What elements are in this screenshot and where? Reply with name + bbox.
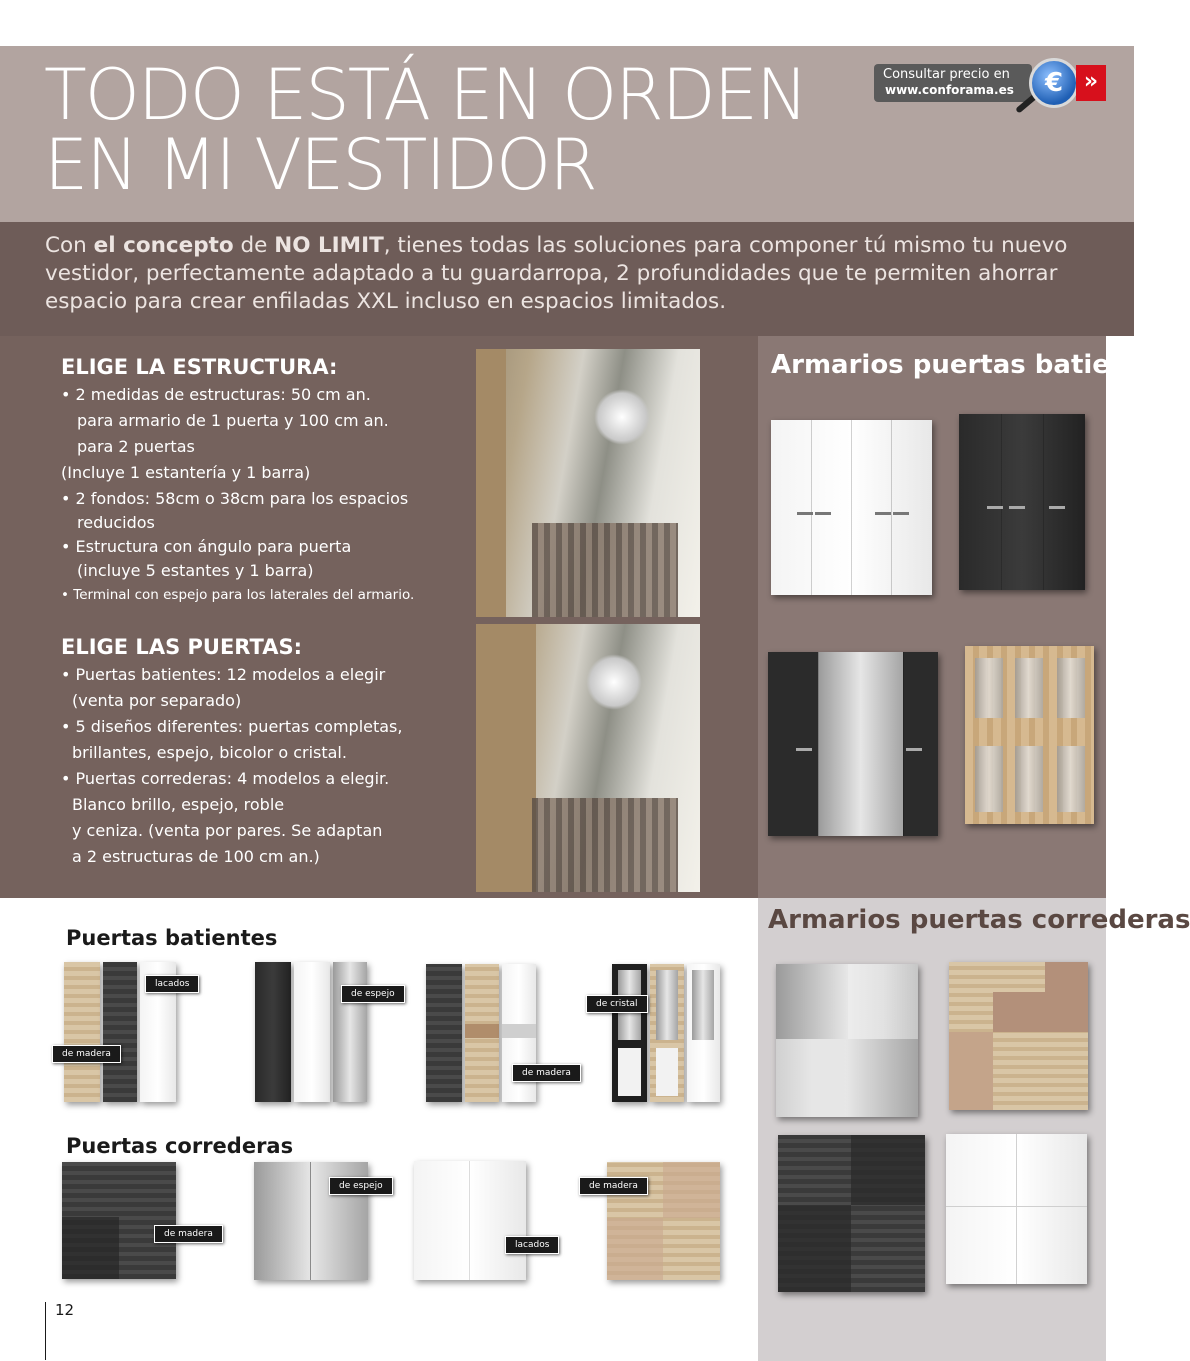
spec-line: • 5 diseños diferentes: puertas completas,: [61, 717, 403, 736]
door-swatch-glass-wood[interactable]: [650, 964, 684, 1102]
sliding-door-dark-wood[interactable]: [62, 1162, 176, 1279]
spec-line: • Puertas batientes: 12 modelos a elegir: [61, 665, 386, 684]
double-chevron-right-icon[interactable]: »: [1076, 65, 1106, 101]
right-title-correderas: Armarios puertas correderas: [768, 905, 1190, 935]
spec-line: • Estructura con ángulo para puerta: [61, 537, 352, 556]
sliding-wardrobe-white[interactable]: [946, 1134, 1087, 1284]
structure-heading: ELIGE LA ESTRUCTURA:: [61, 355, 338, 379]
door-swatch-mirror[interactable]: [333, 962, 367, 1102]
door-swatch-black[interactable]: [255, 962, 291, 1102]
spec-line: brillantes, espejo, bicolor o cristal.: [72, 743, 347, 762]
spec-line: (incluye 5 estantes y 1 barra): [77, 561, 314, 580]
wardrobe-black-mirror[interactable]: [768, 652, 938, 836]
spec-line: • Puertas correderas: 4 modelos a elegir.: [61, 769, 390, 788]
sliding-door-white[interactable]: [414, 1161, 526, 1280]
badge-url[interactable]: www.conforama.es: [885, 83, 1014, 97]
tag-de-madera: de madera: [579, 1177, 648, 1195]
spec-line: (venta por separado): [72, 691, 242, 710]
tag-de-espejo: de espejo: [329, 1177, 393, 1195]
wardrobe-black[interactable]: [959, 414, 1085, 590]
sliding-wardrobe-oak[interactable]: [949, 962, 1088, 1110]
correderas-heading: Puertas correderas: [66, 1134, 294, 1158]
door-swatch-dark-wood[interactable]: [426, 964, 462, 1102]
spec-line: a 2 estructuras de 100 cm an.): [72, 847, 320, 866]
tag-lacados: lacados: [505, 1236, 559, 1254]
title-line-2: EN MI VESTIDOR: [44, 124, 596, 206]
walk-in-closet-photo: [476, 349, 700, 617]
spec-line: para 2 puertas: [77, 437, 195, 456]
right-title-batientes: Armarios puertas batientes: [771, 350, 1174, 380]
page-rule: [45, 1302, 46, 1360]
wardrobe-white[interactable]: [771, 420, 932, 595]
structure-list: [61, 382, 461, 608]
tag-de-madera: de madera: [154, 1225, 223, 1243]
page-number: 12: [55, 1301, 75, 1319]
tag-lacados: lacados: [145, 975, 199, 993]
door-swatch-white[interactable]: [294, 962, 330, 1102]
door-swatch-wood-bicolor[interactable]: [465, 964, 499, 1102]
tag-de-madera: de madera: [52, 1045, 121, 1063]
spec-line: • 2 medidas de estructuras: 50 cm an.: [61, 385, 371, 404]
sliding-wardrobe-mirror[interactable]: [776, 964, 918, 1117]
spec-line: para armario de 1 puerta y 100 cm an.: [77, 411, 389, 430]
tag-de-espejo: de espejo: [341, 985, 405, 1003]
tag-de-madera: de madera: [512, 1064, 581, 1082]
spec-line: y ceniza. (venta por pares. Se adaptan: [72, 821, 383, 840]
door-swatch-glass-black[interactable]: [612, 964, 647, 1102]
price-badge[interactable]: [874, 64, 1106, 102]
door-swatch-dark-wood[interactable]: [103, 962, 137, 1102]
door-swatch-glass-white[interactable]: [687, 964, 720, 1102]
closet-doors-photo: [476, 624, 700, 892]
spec-line: • 2 fondos: 58cm o 38cm para los espacios: [61, 489, 409, 508]
spec-line: • Terminal con espejo para los laterales del armario.: [61, 587, 415, 603]
door-swatch-wood[interactable]: [64, 962, 100, 1102]
batientes-heading: Puertas batientes: [66, 926, 278, 950]
spec-line: Blanco brillo, espejo, roble: [72, 795, 285, 814]
page-title: [44, 54, 824, 206]
spec-line: (Incluye 1 estantería y 1 barra): [61, 463, 311, 482]
intro-text: Con el concepto de NO LIMIT, tienes todas las soluciones para componer tú mismo tu nuevo vestidor, perfectamente adaptado a tu guardarropa, 2 profundidades que te permiten ahorrar espacio para crear enfiladas XXL incluso en espacios limitados.: [45, 233, 1068, 314]
doors-list: [61, 662, 461, 870]
badge-line-1: Consultar precio en: [883, 67, 1010, 82]
euro-magnifier-icon: €: [1029, 58, 1079, 108]
tag-de-cristal: de cristal: [586, 995, 648, 1013]
sliding-wardrobe-dark[interactable]: [778, 1135, 925, 1292]
title-line-1: TODO ESTÁ EN ORDEN: [44, 54, 807, 136]
doors-heading: ELIGE LAS PUERTAS:: [61, 635, 302, 659]
wardrobe-oak-glass[interactable]: [965, 646, 1094, 824]
spec-line: reducidos: [77, 513, 155, 532]
